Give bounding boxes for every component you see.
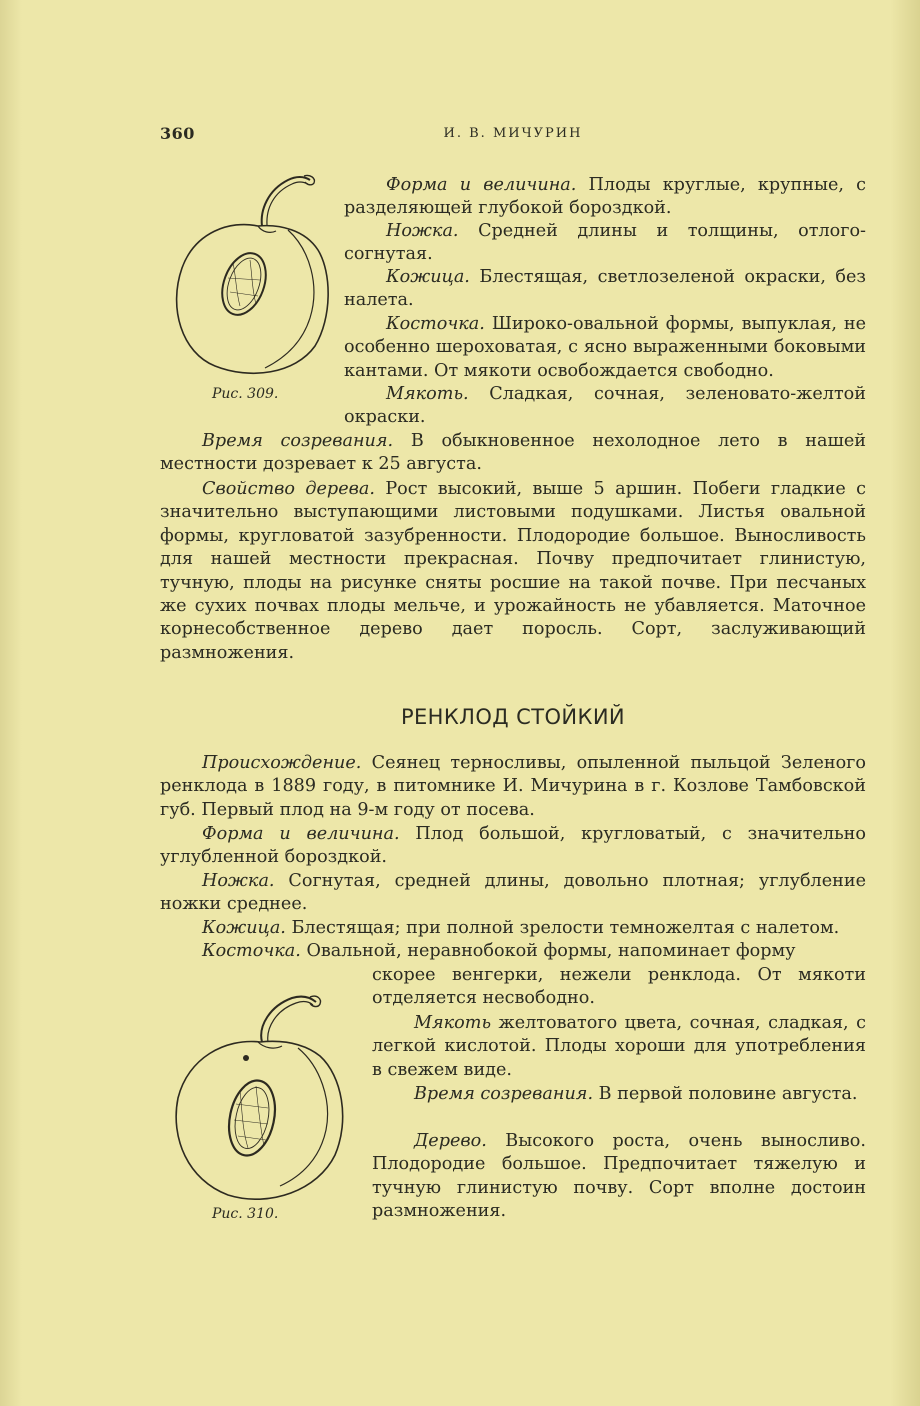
running-head: [160, 124, 866, 148]
label-stone-309: Косточка.: [386, 314, 485, 334]
paragraph-ripening-309: [160, 430, 866, 477]
text-stone-309: Широко-овальной формы, выпуклая, не особенно шероховатая, с ясно выраженными боковыми кантами. От мякоти освобождается свободно.: [344, 314, 866, 381]
paragraph-stone-first-line: [160, 940, 866, 963]
label-skin: Кожица.: [202, 918, 286, 938]
label-flesh: Мякоть: [414, 1013, 492, 1033]
text-stem: Согнутая, средней длины, довольно плотная; углубление ножки среднее.: [160, 871, 866, 915]
text-ripening-309: В обыкновенное нехолодное лето в нашей местности дозревает к 25 августа.: [160, 431, 866, 475]
label-origin: Происхождение.: [202, 753, 362, 773]
label-form: Форма и величина.: [202, 824, 400, 844]
figure-310: [170, 990, 360, 1208]
label-ripening-309: Время созревания.: [202, 431, 394, 451]
figure-309-caption: Рис. 309.: [212, 386, 279, 402]
label-form-309: Форма и величина.: [386, 175, 577, 195]
paragraph-skin: [160, 917, 866, 940]
text-stem-309: Средней длины и толщины, отлого-согнутая.: [344, 221, 866, 265]
text-skin: Блестящая; при полной зрелости темножелтая с налетом.: [285, 918, 840, 938]
text-flesh: желтоватого цвета, сочная, сладкая, с легкой кислотой. Плоды хороши для употребления в свежем виде.: [372, 1013, 866, 1080]
paragraph-form: [160, 823, 866, 870]
text-tree-309: Рост высокий, выше 5 аршин. Побеги гладкие с значительно выступающими листовыми подушками. Листья овальной формы, кругловатой зазубренности. Плодородие большое. Выносливость для нашей местности прекрасная. Почву предпочитает глинистую, тучную, плоды на рисунке сняты росшие на такой почве. При песчаных же сухих почвах плоды мельче, и урожайность не убавляется. Маточное корнесобственное дерево дает поросль. Сорт, заслуживающий размножения.: [160, 479, 866, 663]
text-flesh-309: Сладкая, сочная, зеленовато-желтой окраски.: [344, 384, 866, 428]
label-ripening: Время созревания.: [414, 1084, 594, 1104]
figure-309: [170, 168, 338, 400]
paragraph-stone-309: [344, 313, 866, 383]
paragraph-stem: [160, 870, 866, 917]
paragraph-flesh-309: [344, 383, 866, 430]
page-number: 360: [160, 124, 195, 143]
plum-cross-section-309-icon: [170, 168, 338, 400]
text-form: Плод большой, кругловатый, с значительно углубленной бороздкой.: [160, 824, 867, 868]
running-title: И. В. МИЧУРИН: [443, 126, 583, 141]
text-form-309: Плоды круглые, крупные, с разделяющей глубокой бороздкой.: [344, 175, 866, 219]
section-title: РЕНКЛОД СТОЙКИЙ: [400, 705, 626, 729]
text-stone-first: Овальной, неравнобокой формы, напоминает форму: [300, 941, 796, 961]
label-stem-309: Ножка.: [386, 221, 459, 241]
paragraph-tree: [372, 1130, 866, 1224]
paragraph-flesh: [372, 1012, 866, 1082]
plum-cross-section-310-icon: [170, 990, 360, 1208]
label-stem: Ножка.: [202, 871, 275, 891]
paragraph-stone-rest: скорее венгерки, нежели ренклода. От мякоти отделяется несвободно.: [372, 965, 866, 1009]
paragraph-origin: [160, 752, 866, 822]
label-stone: Косточка.: [202, 941, 301, 961]
label-skin-309: Кожица.: [386, 267, 470, 287]
paragraph-form-309: [344, 174, 866, 221]
label-tree: Дерево.: [414, 1131, 487, 1151]
paragraph-stem-309: [344, 220, 866, 267]
label-tree-309: Свойство дерева.: [202, 479, 375, 499]
label-flesh-309: Мякоть.: [386, 384, 469, 404]
paragraph-skin-309: [344, 266, 866, 313]
figure-310-caption: Рис. 310.: [212, 1206, 279, 1222]
paragraph-ripening: [372, 1083, 866, 1106]
paragraph-tree-309: [160, 478, 866, 665]
text-tree: Высокого роста, очень выносливо. Плодородие большое. Предпочитает тяжелую и тучную глинистую почву. Сорт вполне достоин размножения.: [372, 1131, 866, 1222]
text-origin: Сеянец терносливы, опыленной пыльцой Зеленого ренклода в 1889 году, в питомнике И. Мичурина в г. Козлове Тамбовской губ. Первый плод на 9-м году от посева.: [160, 753, 866, 820]
text-skin-309: Блестящая, светлозеленой окраски, без налета.: [344, 267, 866, 311]
text-ripening: В первой половине августа.: [593, 1084, 858, 1104]
